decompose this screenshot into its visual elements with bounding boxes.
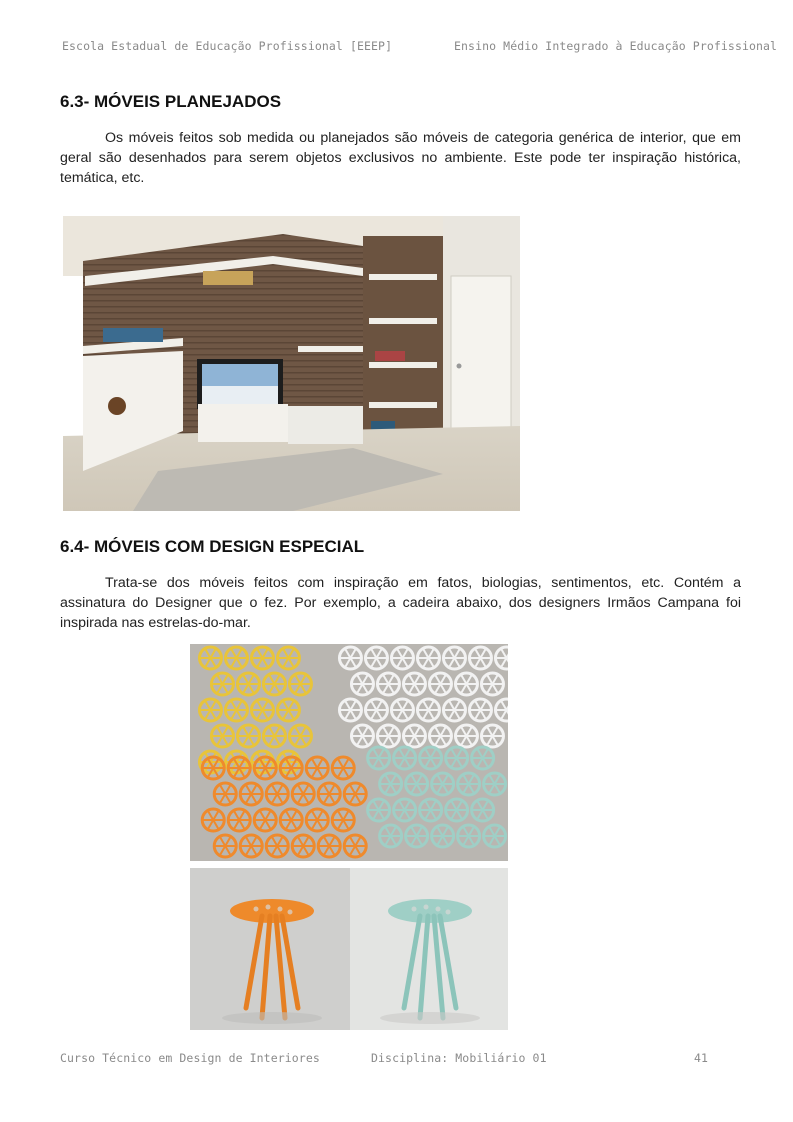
section-title-planned-furniture: 6.3- MÓVEIS PLANEJADOS <box>60 92 282 111</box>
planned-furniture-paragraph: Os móveis feitos sob medida ou planejados são móveis de categoria genérica de interior, que em geral são desenhados para serem objetos exclusivos no ambiente. Este pode ter inspiração histórica, temática, etc. <box>60 130 741 186</box>
footer-course: Curso Técnico em Design de Interiores <box>60 1051 320 1065</box>
planned-furniture-photo <box>63 216 520 511</box>
page-number: 41 <box>694 1051 709 1065</box>
header-program: Ensino Médio Integrado à Educação Profissional <box>454 39 778 53</box>
starfish-mesh-photo <box>190 644 508 861</box>
section-title-special-design: 6.4- MÓVEIS COM DESIGN ESPECIAL <box>60 537 365 556</box>
campana-stools-photo <box>190 868 508 1030</box>
header-school: Escola Estadual de Educação Profissional [EEEP] <box>62 39 393 53</box>
footer-discipline: Disciplina: Mobiliário 01 <box>371 1051 547 1065</box>
special-design-paragraph: Trata-se dos móveis feitos com inspiração em fatos, biologias, sentimentos, etc. Contém a assinatura do Designer que o fez. Por exemplo, a cadeira abaixo, dos designers Irmãos Campana foi inspirada nas estrelas-do-mar. <box>60 575 741 631</box>
